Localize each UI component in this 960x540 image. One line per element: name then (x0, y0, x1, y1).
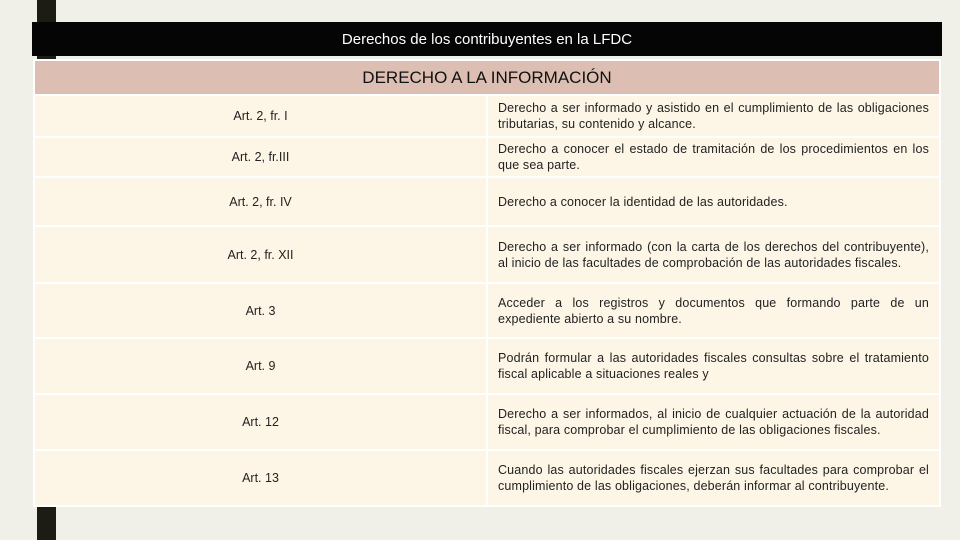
description-cell: Derecho a conocer el estado de tramitación de los procedimientos en los que sea parte. (487, 137, 940, 177)
table-row (34, 177, 940, 226)
table-row (34, 226, 940, 283)
description-cell: Cuando las autoridades fiscales ejerzan sus facultades para comprobar el cumplimiento de las obligaciones, deberán informar al contribuyente. (487, 450, 940, 506)
table-row (34, 338, 940, 394)
description-cell: Derecho a ser informado y asistido en el cumplimiento de las obligaciones tributarias, su contenido y alcance. (487, 95, 940, 137)
article-cell: Art. 2, fr. I (34, 95, 487, 137)
table-header-row (34, 60, 940, 95)
article-cell: Art. 12 (34, 394, 487, 450)
slide-title-bar (32, 22, 942, 56)
rights-table (33, 59, 941, 507)
article-cell: Art. 2, fr.III (34, 137, 487, 177)
description-cell: Acceder a los registros y documentos que formando parte de un expediente abierto a su nombre. (487, 283, 940, 338)
article-cell: Art. 13 (34, 450, 487, 506)
article-cell: Art. 3 (34, 283, 487, 338)
table-row (34, 394, 940, 450)
article-cell: Art. 9 (34, 338, 487, 394)
table-row (34, 283, 940, 338)
article-cell: Art. 2, fr. IV (34, 177, 487, 226)
table-row (34, 95, 940, 137)
slide-title: Derechos de los contribuyentes en la LFDC (341, 30, 633, 48)
description-cell: Podrán formular a las autoridades fiscales consultas sobre el tratamiento fiscal aplicable a situaciones reales y (487, 338, 940, 394)
table-row (34, 450, 940, 506)
description-cell: Derecho a ser informados, al inicio de cualquier actuación de la autoridad fiscal, para comprobar el cumplimiento de las obligaciones fiscales. (487, 394, 940, 450)
article-cell: Art. 2, fr. XII (34, 226, 487, 283)
description-cell: Derecho a conocer la identidad de las autoridades. (487, 177, 940, 226)
rights-table-container (33, 59, 941, 507)
table-row (34, 137, 940, 177)
table-header: DERECHO A LA INFORMACIÓN (34, 60, 940, 95)
description-cell: Derecho a ser informado (con la carta de los derechos del contribuyente), al inicio de las facultades de comprobación de las autoridades fiscales. (487, 226, 940, 283)
